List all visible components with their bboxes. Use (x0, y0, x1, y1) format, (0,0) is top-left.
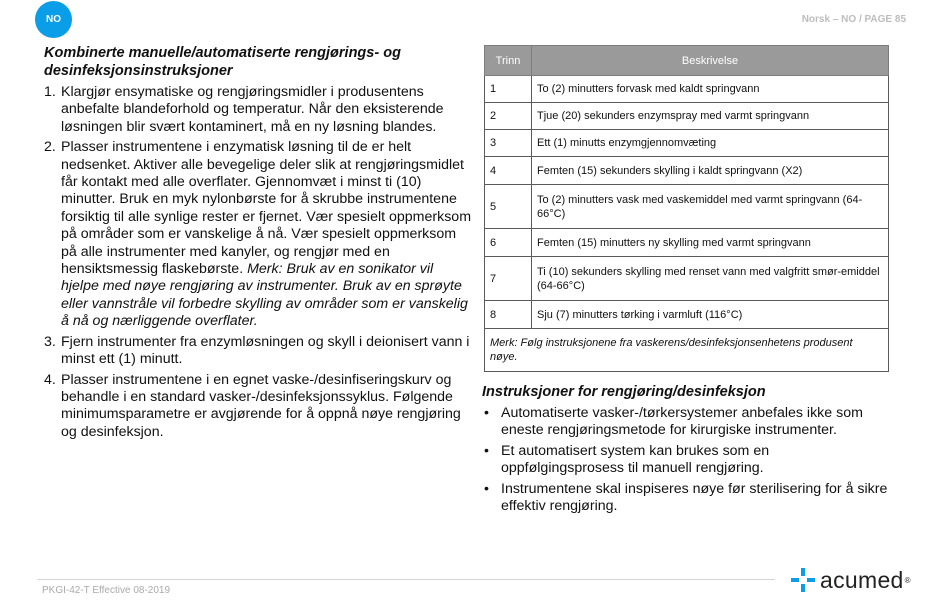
instructions-list (484, 405, 889, 515)
footer-divider (37, 579, 775, 580)
table-cell-step: 1 (485, 76, 532, 103)
bullet-icon: • (484, 442, 489, 459)
table-row (485, 257, 889, 301)
manual-instructions-section (44, 44, 472, 444)
table-header-description: Beskrivelse (532, 46, 889, 76)
bullet-text: Automatiserte vasker-/tørkersystemer anbefales ikke som eneste rengjøringsmetode for kirurgiske instrumenter. (501, 405, 863, 439)
table-cell-step: 8 (485, 301, 532, 329)
bullet-icon: • (484, 480, 489, 497)
right-column (484, 45, 889, 518)
bullet-icon: • (484, 405, 489, 421)
logo-wordmark: acumed (820, 566, 904, 593)
table-note: Merk: Følg instruksjonene fra vaskerens/desinfeksjonsenhetens produsent nøye. (485, 329, 889, 372)
list-item (484, 443, 889, 478)
language-badge: NO (35, 1, 72, 38)
document-code: PKGI-42-T Effective 08-2019 (42, 585, 171, 596)
table-cell-step: 7 (485, 257, 532, 301)
list-item (44, 334, 472, 369)
manual-steps-list (44, 84, 472, 441)
table-row (485, 329, 889, 372)
step-number: 4. (44, 371, 56, 388)
table-cell-description: To (2) minutters forvask med kaldt springvann (532, 76, 889, 103)
table-cell-step: 3 (485, 130, 532, 157)
table-row (485, 103, 889, 130)
table-cell-description: Sju (7) minutters tørking i varmluft (116°C) (532, 301, 889, 329)
logo-cross-icon (791, 568, 815, 592)
bullet-text: Instrumentene skal inspiseres nøye før sterilisering for å sikre effektiv rengjøring. (501, 480, 888, 515)
step-text: Fjern instrumenter fra enzymløsningen og skyll i deionisert vann i minst ett (1) minutt. (61, 333, 470, 368)
wash-cycle-table (484, 45, 889, 372)
table-cell-description: Ett (1) minutts enzymgjennomvæting (532, 130, 889, 157)
table-cell-step: 5 (485, 185, 532, 229)
list-item (484, 481, 889, 516)
list-item (44, 84, 472, 136)
bullet-text: Et automatisert system kan brukes som en oppfølgingsprosess til manuell rengjøring. (501, 442, 770, 477)
page-reference: Norsk – NO / PAGE 85 (801, 14, 906, 25)
step-note: Merk: Bruk av en sonikator vil hjelpe med nøye rengjøring av instrumenter. Bruk av en sprøyte eller vannstråle vil forbedre skylling av områder som er vanskelig å nå og nærliggende overflater. (61, 261, 468, 330)
table-cell-description: Ti (10) sekunders skylling med renset vann med valgfritt smør-emiddel (64-66°C) (532, 257, 889, 301)
list-item (44, 372, 472, 442)
step-number: 2. (44, 139, 56, 156)
step-text: Klargjør ensymatiske og rengjøringsmidler i produsentens anbefalte blandeforhold og temperatur. Når den eksisterende løsningen blir svært kontaminert, må en ny løsning blandes. (61, 84, 444, 135)
table-cell-description: Femten (15) minutters ny skylling med varmt springvann (532, 229, 889, 257)
step-text: Plasser instrumentene i enzymatisk løsning til de er helt nedsenket. Aktiver alle bevegelige deler slik at rengjøringsmidlet får kontakt med alle overflater. Gjennomvæt i minst ti (10) minutter. Bruk en myk nylonbørste for å skrubbe instrumentene forsiktig til alle synlige rester er fjernet. Vær spesielt oppmerksom på områder som er vanskelige å nå. Vær spesielt oppmerksom på alle instrumenter med kanyler, og rengjør med en hensiktsmessig flaskebørste. (61, 139, 472, 278)
list-item (44, 139, 472, 330)
table-cell-description: Tjue (20) sekunders enzymspray med varmt springvann (532, 103, 889, 130)
step-text: Plasser instrumentene i en egnet vaske-/desinfiseringskurv og behandle i en standard vasker-/desinfeksjonssyklus. Følgende minimumsparametre er avgjørende for å oppnå nøye rengjøring og desinfeksjon. (61, 371, 461, 440)
acumed-logo (791, 567, 911, 593)
table-cell-description: To (2) minutters vask med vaskemiddel med varmt springvann (64-66°C) (532, 185, 889, 229)
table-row (485, 185, 889, 229)
table-cell-step: 2 (485, 103, 532, 130)
list-item (484, 405, 889, 440)
table-cell-step: 4 (485, 157, 532, 185)
table-cell-step: 6 (485, 229, 532, 257)
registered-mark: ® (904, 575, 911, 585)
step-number: 3. (44, 333, 56, 350)
table-row (485, 157, 889, 185)
table-row (485, 130, 889, 157)
step-number: 1. (44, 84, 56, 100)
table-header-step: Trinn (485, 46, 532, 76)
instructions-title: Instruksjoner for rengjøring/desinfeksjon (482, 384, 766, 400)
table-row (485, 76, 889, 103)
table-cell-description: Femten (15) sekunders skylling i kaldt springvann (X2) (532, 157, 889, 185)
table-row (485, 229, 889, 257)
table-row (485, 301, 889, 329)
manual-instructions-title: Kombinerte manuelle/automatiserte rengjørings- og desinfeksjonsinstruksjoner (44, 45, 401, 79)
